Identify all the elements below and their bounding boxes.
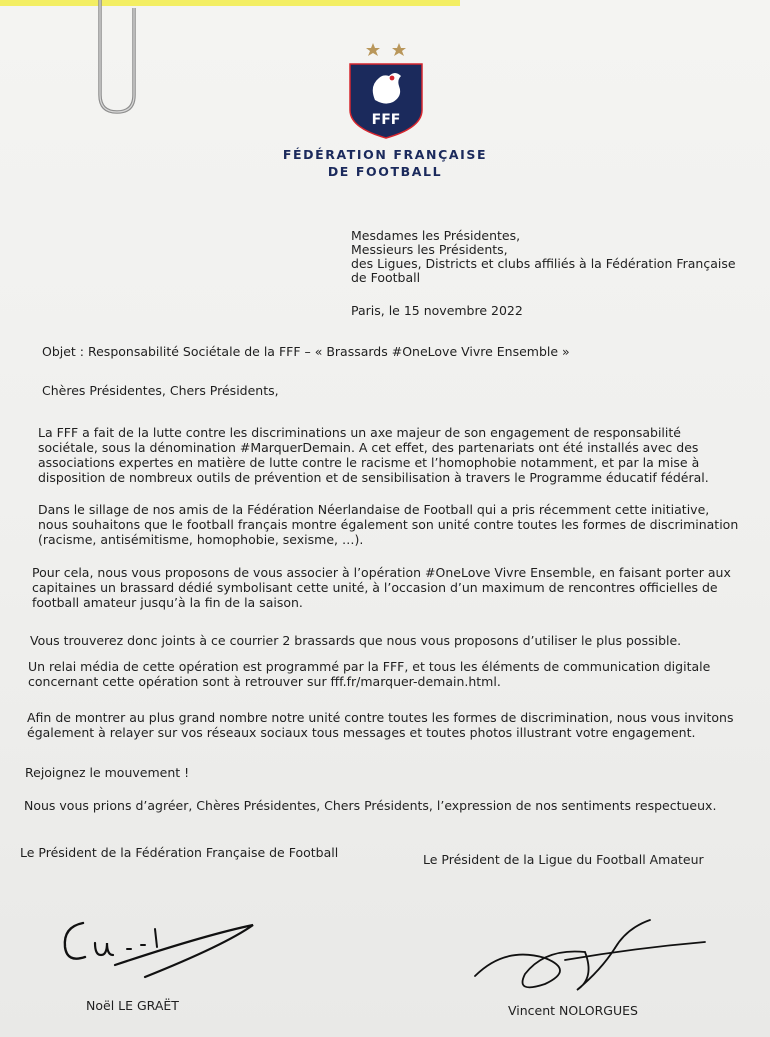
federation-name-line1: FÉDÉRATION FRANÇAISE xyxy=(282,147,488,162)
logo-lettering: FFF xyxy=(371,112,401,128)
right-signatory-title: Le Président de la Ligue du Football Amateur xyxy=(423,852,704,867)
addressee-line: Mesdames les Présidentes, xyxy=(351,228,521,243)
body-paragraph-5: Un relai média de cette opération est programmé par la FFF, et tous les éléments de communication digitale concernant cette opération sont à retrouver sur fff.fr/marquer-demain.html. xyxy=(28,659,711,689)
left-signatory-name: Noël LE GRAËT xyxy=(86,998,179,1013)
handwritten-signature-left xyxy=(55,905,260,985)
letter-greeting: Chères Présidentes, Chers Présidents, xyxy=(42,383,279,398)
body-paragraph-6: Afin de montrer au plus grand nombre notre unité contre toutes les formes de discrimination, nous vous invitons également à relayer sur vos réseaux sociaux tous messages et toutes photos illustrant votre engagement. xyxy=(27,710,734,740)
federation-name-line2: DE FOOTBALL xyxy=(327,164,443,179)
handwritten-signature-right xyxy=(465,918,715,998)
body-paragraph-3: Pour cela, nous vous proposons de vous associer à l’opération #OneLove Vivre Ensemble, en faisant porter aux capitaines un brassard dédié symbolisant cette unité, à l’occasion d’un maximum de rencontres officielles de football amateur jusqu’à la fin de la saison. xyxy=(32,565,731,610)
left-signatory-title: Le Président de la Fédération Française de Football xyxy=(20,845,339,860)
letter-subject: Objet : Responsabilité Sociétale de la FFF – « Brassards #OneLove Vivre Ensemble » xyxy=(42,344,570,359)
right-signatory-name: Vincent NOLORGUES xyxy=(508,1003,638,1018)
body-paragraph-7: Rejoignez le mouvement ! xyxy=(25,765,190,780)
addressee-line: Messieurs les Présidents, xyxy=(351,242,508,257)
body-paragraph-1: La FFF a fait de la lutte contre les discriminations un axe majeur de son engagement de responsabilité sociétale, sous la dénomination #MarquerDemain. A cet effet, des partenariats ont été installés avec des associations expertes en matière de lutte contre le racisme et l’homophobie notamment, et par la mise à disposition de nombreux outils de prévention et de sensibilisation à travers le Programme éducatif fédéral. xyxy=(38,425,709,485)
addressee-line: de Football xyxy=(351,270,421,285)
paperclip-icon xyxy=(92,0,142,118)
body-paragraph-2: Dans le sillage de nos amis de la Fédération Néerlandaise de Football qui a pris récemment cette initiative, nous souhaitons que le football français montre également son unité contre toutes les formes de discrimination (racisme, antisémitisme, homophobie, sexisme, …). xyxy=(38,502,739,547)
addressee-block xyxy=(351,229,751,285)
letter-date: Paris, le 15 novembre 2022 xyxy=(351,303,523,318)
yellow-tape xyxy=(0,0,460,6)
addressee-line: des Ligues, Districts et clubs affiliés à la Fédération Française xyxy=(351,256,736,271)
closing-formula: Nous vous prions d’agréer, Chères Présidentes, Chers Présidents, l’expression de nos sentiments respectueux. xyxy=(24,798,717,813)
fff-logo-icon xyxy=(345,40,427,140)
federation-name xyxy=(270,146,500,180)
body-paragraph-4: Vous trouverez donc joints à ce courrier 2 brassards que nous vous proposons d’utiliser le plus possible. xyxy=(30,633,682,648)
